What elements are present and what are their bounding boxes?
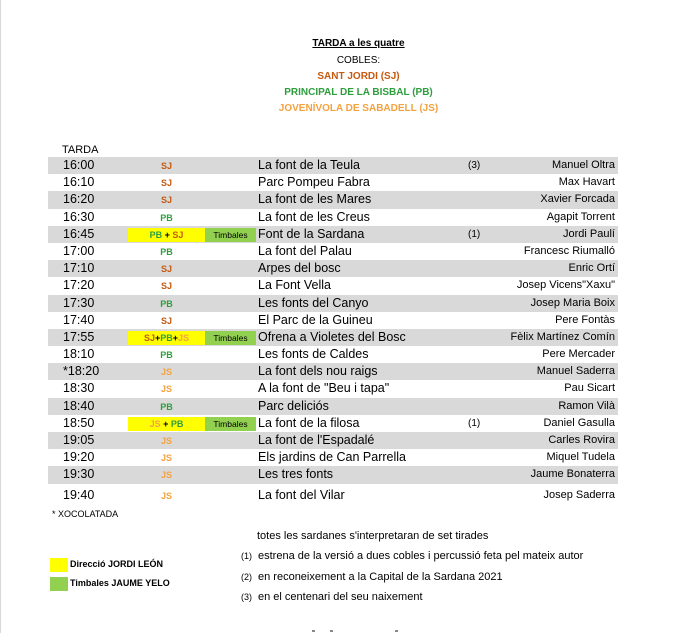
row-timbales-badge: Timbales	[205, 417, 256, 431]
footnote	[241, 571, 503, 583]
cobla-sant-jordi: SANT JORDI (SJ)	[317, 71, 400, 82]
row-title: La font de la filosa	[258, 415, 360, 430]
row-title: La font dels nou raigs	[258, 364, 378, 379]
schedule-row	[48, 226, 618, 243]
row-coble: SJ	[160, 315, 172, 326]
row-author: Miquel Tudela	[546, 451, 615, 464]
row-title: Les fonts de Caldes	[258, 347, 369, 362]
row-coble: PB	[160, 246, 173, 257]
row-time: 18:40	[63, 398, 95, 413]
schedule-row	[48, 415, 618, 432]
row-author: Jaume Bonaterra	[530, 468, 615, 481]
row-note: (1)	[468, 228, 481, 240]
cobla-principal-bisbal: PRINCIPAL DE LA BISBAL (PB)	[284, 87, 433, 98]
coble-part: PB	[170, 418, 184, 429]
footnote-number: (1)	[241, 551, 252, 561]
row-title: Font de la Sardana	[258, 226, 365, 241]
footnote-text: en reconeixement a la Capital de la Sardana 2021	[258, 571, 503, 583]
row-title: A la font de "Beu i tapa"	[258, 381, 390, 396]
row-coble	[128, 417, 205, 431]
row-time: 17:30	[63, 295, 95, 310]
coble-part: SJ	[172, 229, 184, 240]
row-time: 17:40	[63, 312, 95, 327]
row-coble: JS	[160, 367, 172, 378]
row-time: 18:30	[63, 381, 95, 396]
cropped-text-fragment	[395, 630, 398, 632]
page-title: TARDA a les quatre	[312, 38, 405, 49]
row-title: La Font Vella	[258, 278, 331, 293]
row-time: 17:55	[63, 329, 95, 344]
footnote-text: en el centenari del seu naixement	[258, 591, 423, 603]
row-author: Enric Ortí	[568, 262, 615, 275]
row-coble: SJ	[160, 178, 172, 189]
row-note: (1)	[468, 417, 481, 429]
legend-swatch-green	[50, 577, 68, 591]
footnote-number: (2)	[241, 572, 252, 582]
row-author: Pere Mercader	[542, 348, 615, 361]
row-title: La font de la Teula	[258, 158, 360, 172]
schedule-row	[48, 243, 618, 260]
schedule-row	[48, 398, 618, 415]
row-coble: PB	[160, 401, 173, 412]
coble-part: +	[162, 229, 173, 240]
section-label: TARDA	[62, 144, 99, 156]
cobles-label: COBLES:	[336, 55, 381, 66]
row-time: 16:00	[63, 158, 95, 172]
coble-part: PB	[160, 332, 173, 343]
row-title: Parc Pompeu Fabra	[258, 175, 370, 190]
footnote-text: estrena de la versió a dues cobles i percussió feta pel mateix autor	[258, 550, 584, 562]
coble-part: PB	[149, 229, 163, 240]
row-author: Francesc Riumalló	[523, 244, 615, 257]
row-title: Els jardins de Can Parrella	[258, 450, 406, 465]
row-title: Parc deliciós	[258, 398, 329, 413]
row-author: Jordi Paulí	[563, 227, 615, 240]
xocolatada-note: * XOCOLATADA	[52, 509, 119, 519]
row-time: 17:20	[63, 278, 95, 293]
coble-part: +	[172, 332, 179, 343]
row-author: Max Havart	[558, 176, 615, 189]
schedule-row	[48, 432, 618, 449]
row-note: (3)	[468, 160, 481, 171]
row-author: Josep Maria Boix	[530, 296, 615, 309]
legend-swatch-yellow	[50, 558, 68, 572]
schedule-row	[48, 380, 618, 397]
row-time: 19:20	[63, 450, 95, 465]
row-time: 16:30	[63, 209, 95, 224]
row-time: 18:10	[63, 347, 95, 362]
row-time: 19:40	[63, 487, 95, 502]
row-author: Xavier Forcada	[540, 193, 615, 206]
row-coble: PB	[160, 212, 173, 223]
coble-part: JS	[178, 332, 190, 343]
row-title: Ofrena a Violetes del Bosc	[258, 329, 406, 344]
schedule-table	[48, 157, 618, 508]
schedule-row	[48, 484, 618, 508]
schedule-row	[48, 346, 618, 363]
cropped-text-fragment	[330, 630, 333, 632]
row-author: Pere Fontàs	[555, 313, 615, 326]
row-coble: JS	[160, 470, 172, 481]
row-time: 16:10	[63, 175, 95, 190]
row-time: 17:00	[63, 243, 95, 258]
row-author: Daniel Gasulla	[543, 416, 615, 429]
row-coble: SJ	[160, 264, 172, 275]
row-title: La font del Palau	[258, 243, 352, 258]
row-author: Josep Vicens"Xaxu"	[516, 279, 615, 292]
row-coble	[128, 331, 205, 345]
row-timbales-badge: Timbales	[205, 228, 256, 242]
legend-label: Timbales JAUME YELO	[70, 578, 170, 588]
row-coble	[128, 228, 205, 242]
page-edge	[0, 0, 1, 633]
row-time: 19:05	[63, 433, 95, 447]
row-coble: SJ	[160, 195, 172, 206]
row-coble: JS	[160, 453, 172, 464]
schedule-row	[48, 449, 618, 466]
row-title: La font de l'Espadalé	[258, 433, 375, 447]
row-author: Manuel Oltra	[552, 159, 615, 171]
schedule-row	[48, 466, 618, 483]
row-time: 18:50	[63, 415, 95, 430]
row-coble: JS	[160, 436, 172, 446]
footnote-number: (3)	[241, 592, 252, 602]
footnote	[241, 550, 583, 562]
row-time: *18:20	[63, 364, 100, 379]
row-title: El Parc de la Guineu	[258, 312, 373, 327]
row-coble: JS	[160, 384, 172, 395]
schedule-row	[48, 363, 618, 380]
row-coble: SJ	[160, 161, 172, 171]
row-author: Manuel Saderra	[536, 365, 615, 378]
general-note: totes les sardanes s'interpretaran de set tirades	[257, 530, 489, 542]
schedule-row	[48, 260, 618, 277]
row-coble: JS	[160, 490, 172, 501]
cropped-text-fragment	[312, 630, 315, 632]
schedule-row	[48, 209, 618, 226]
row-author: Pau Sicart	[564, 382, 615, 395]
schedule-row	[48, 191, 618, 208]
row-author: Fèlix Martínez Comín	[510, 330, 615, 343]
cobla-jovenivola-sabadell: JOVENÍVOLA DE SABADELL (JS)	[278, 103, 439, 114]
schedule-row	[48, 157, 618, 174]
coble-part: SJ	[143, 332, 155, 343]
row-title: Les fonts del Canyo	[258, 295, 369, 310]
row-time: 16:45	[63, 226, 95, 241]
row-time: 16:20	[63, 192, 95, 207]
schedule-row	[48, 174, 618, 191]
row-coble: SJ	[160, 281, 172, 292]
coble-part: +	[160, 418, 171, 429]
row-time: 19:30	[63, 467, 95, 482]
legend-label: Direcció JORDI LEÓN	[70, 559, 164, 569]
row-time: 17:10	[63, 261, 95, 276]
schedule-row	[48, 277, 618, 294]
schedule-row	[48, 312, 618, 329]
coble-part: JS	[149, 418, 161, 429]
schedule-row	[48, 329, 618, 346]
row-author: Josep Saderra	[543, 488, 615, 501]
row-title: La font del Vilar	[258, 487, 345, 502]
row-title: Arpes del bosc	[258, 261, 341, 276]
row-timbales-badge: Timbales	[205, 331, 256, 345]
row-author: Agapit Torrent	[546, 210, 615, 223]
row-title: La font de les Creus	[258, 209, 370, 224]
schedule-row	[48, 295, 618, 312]
row-coble: PB	[160, 298, 173, 309]
row-author: Ramon Vilà	[558, 399, 615, 412]
row-coble: PB	[160, 350, 173, 361]
row-title: Les tres fonts	[258, 467, 334, 482]
coble-part: +	[154, 332, 161, 343]
row-title: La font de les Mares	[258, 192, 372, 207]
footnote	[241, 591, 423, 603]
row-author: Carles Rovira	[548, 434, 615, 446]
